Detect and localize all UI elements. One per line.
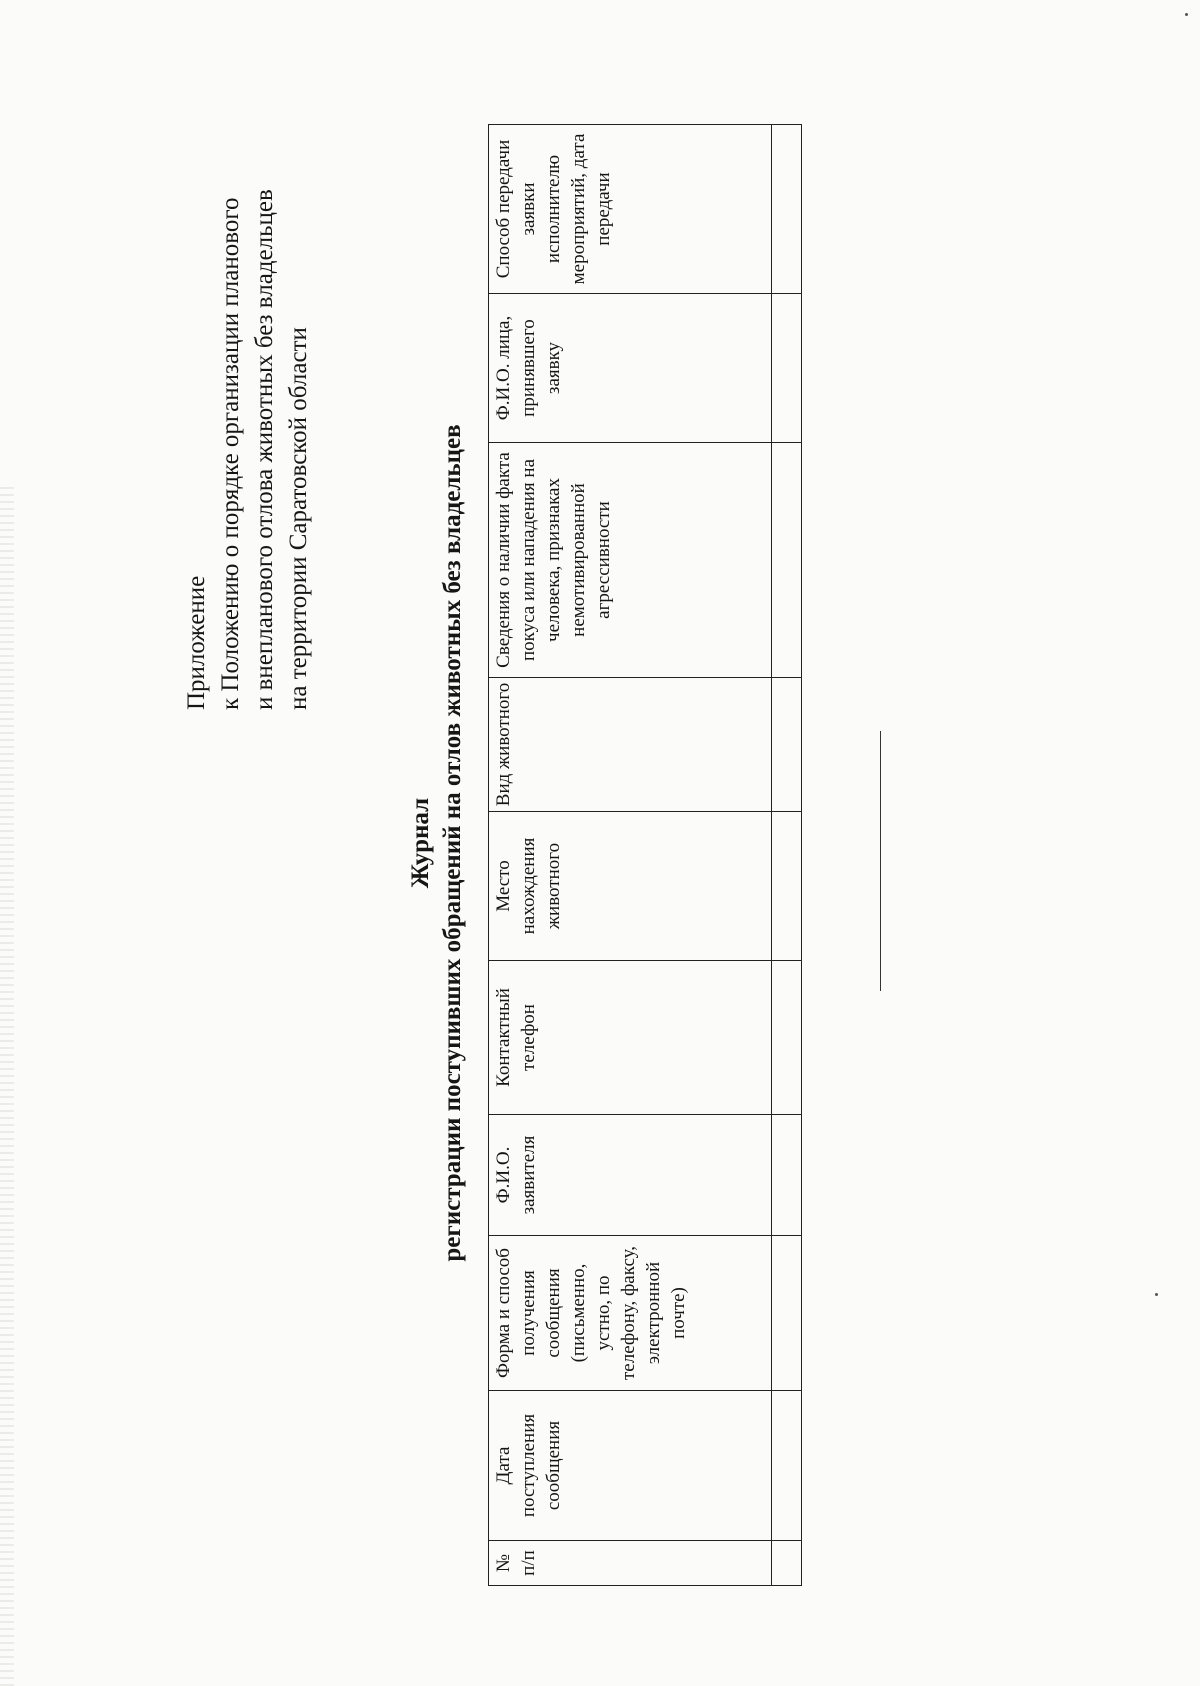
appendix-line: и внепланового отлова животных без владельцев [251,189,278,710]
header-species: Вид животного [489,678,772,812]
scan-edge [0,486,14,1686]
header-location: Место нахождения животного [489,812,772,961]
table-cell [772,678,802,812]
title-line-1: Журнал [407,797,434,889]
table-row [772,125,802,1586]
table-cell [772,1115,802,1236]
scan-speck [1185,13,1188,16]
title-line-2: регистрации поступивших обращений на отлов животных без владельцев [439,424,466,1262]
header-transfer: Способ передачи заявки исполнителю мероприятий, дата передачи [489,125,772,294]
header-bite-info: Сведения о наличии факта покуса или нападения на человека, признаках немотивированной агрессивности [489,443,772,678]
header-number: № п/п [489,1541,772,1586]
appendix-line: Приложение [183,575,210,710]
header-form: Форма и способ получения сообщения (письменно, устно, по телефону, факсу, электронной почте) [489,1236,772,1391]
table-cell [772,125,802,294]
appendix-line: на территории Саратовской области [285,327,312,710]
scan-speck [1155,1293,1158,1296]
header-receiver: Ф.И.О. лица, принявшего заявку [489,294,772,443]
header-phone: Контактный телефон [489,961,772,1115]
table-cell [772,1391,802,1541]
table-cell [772,812,802,961]
journal-title [405,0,469,1686]
table-cell [772,961,802,1115]
table-cell [772,294,802,443]
journal-table [488,124,802,1586]
header-date: Дата поступления сообщения [489,1391,772,1541]
appendix-block [180,189,316,710]
table-cell [772,1236,802,1391]
table-cell [772,1541,802,1586]
signature-line [880,731,881,991]
appendix-line: к Положению о порядке организации планового [217,197,244,710]
table-header-row [489,125,772,1586]
header-applicant: Ф.И.О. заявителя [489,1115,772,1236]
table-cell [772,443,802,678]
